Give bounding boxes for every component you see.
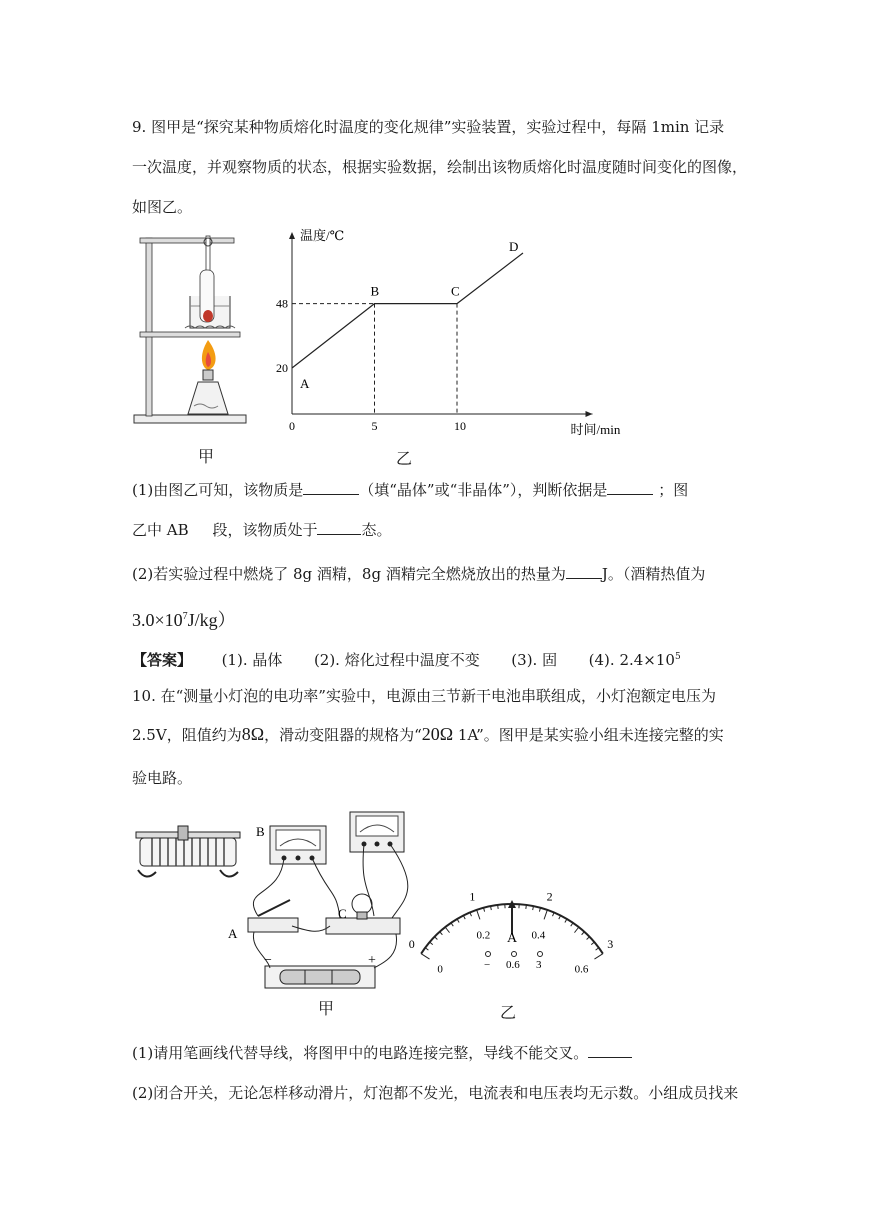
dial-tick bbox=[421, 954, 429, 959]
melting-temperature-chart bbox=[270, 222, 621, 442]
dial-tick bbox=[445, 927, 449, 933]
switch bbox=[248, 900, 298, 932]
point-label-a: A bbox=[300, 376, 310, 391]
dial-tick bbox=[451, 923, 453, 926]
upper-scale-label: 0 bbox=[408, 937, 415, 952]
dial-tick bbox=[544, 910, 547, 919]
q9-stem-line3: 如图乙。 bbox=[132, 198, 193, 216]
answer-4-exponent: 5 bbox=[674, 652, 681, 662]
label-c: C bbox=[338, 906, 347, 921]
q10-part2: (2)闭合开关，无论怎样移动滑片，灯泡都不发光，电流表和电压表均无示数。小组成员找来 bbox=[132, 1084, 739, 1102]
q10-text-b: ，滑动变阻器的规格为“ bbox=[264, 726, 422, 744]
terminal-post bbox=[486, 952, 491, 957]
dial-tick bbox=[498, 905, 499, 909]
melting-apparatus-figure bbox=[130, 228, 250, 428]
dial-tick bbox=[594, 954, 602, 959]
point-label-b: B bbox=[370, 283, 380, 299]
q9-part2-text-b: J。（酒精热值为 bbox=[601, 565, 706, 583]
q9-answer-row bbox=[132, 649, 681, 670]
q10-text-a: 2.5V，阻值约为 bbox=[132, 726, 242, 744]
upper-scale-label: 3 bbox=[607, 937, 614, 952]
x-axis-label: 时间/min bbox=[570, 422, 621, 437]
q9-part1-text-a: (1)由图乙可知，该物质是 bbox=[132, 481, 304, 499]
label-minus: − bbox=[264, 953, 272, 968]
x-axis-arrow bbox=[586, 411, 593, 417]
q10-blank-1[interactable] bbox=[588, 1043, 632, 1058]
dial-unit: A bbox=[507, 931, 518, 946]
ammeter-dial bbox=[408, 862, 618, 976]
answer-4: (4). 2.4×10 bbox=[588, 651, 675, 669]
q9-part1-text-d: 乙中 AB bbox=[132, 521, 189, 539]
q9-heat-value bbox=[132, 606, 236, 632]
label-b: B bbox=[256, 824, 265, 839]
q10-part1 bbox=[132, 1042, 632, 1063]
battery-box bbox=[265, 966, 375, 988]
terminal-post bbox=[512, 952, 517, 957]
terminal-post bbox=[538, 952, 543, 957]
x-tick-label: 10 bbox=[454, 419, 466, 433]
lower-scale-label: 0.4 bbox=[531, 929, 546, 942]
dial-tick bbox=[587, 937, 590, 940]
dial-tick bbox=[477, 910, 480, 919]
q9-blank-4[interactable] bbox=[566, 564, 602, 579]
dial-tick bbox=[425, 948, 428, 950]
y-tick-label: 48 bbox=[276, 296, 288, 311]
answer-2: (2). 熔化过程中温度不变 bbox=[313, 651, 480, 669]
q9-part1-text-f: 态。 bbox=[361, 521, 392, 539]
terminal-label: 3 bbox=[536, 959, 542, 971]
q9-part1-text-e: 段，该物质处于 bbox=[212, 521, 318, 539]
lower-scale-label: 0.6 bbox=[574, 963, 589, 976]
q10-fig-jia-caption: 甲 bbox=[318, 999, 335, 1018]
upper-scale-label: 2 bbox=[546, 889, 553, 904]
q9-part2-text-a: (2)若实验过程中燃烧了 8g 酒精，8g 酒精完全燃烧放出的热量为 bbox=[132, 565, 566, 583]
answer-1: (1). 晶体 bbox=[221, 651, 283, 669]
q9-part1-text-c: ；图 bbox=[658, 481, 689, 499]
q10-line3: 验电路。 bbox=[132, 769, 193, 787]
lower-scale-label: 0.2 bbox=[476, 929, 491, 942]
q10-part1-text: (1)请用笔画线代替导线，将图甲中的电路连接完整，导线不能交叉。 bbox=[132, 1044, 589, 1062]
voltmeter-device bbox=[350, 812, 404, 852]
q9-fig-jia-caption: 甲 bbox=[198, 447, 215, 466]
circuit-figure bbox=[130, 808, 420, 998]
dial-tick bbox=[440, 932, 443, 935]
dial-tick bbox=[526, 905, 527, 909]
q10-resistance: 8Ω bbox=[241, 724, 265, 744]
point-label-d: D bbox=[509, 239, 519, 254]
q10-line1: 10. 在“测量小灯泡的电功率”实验中，电源由三节新干电池串联组成，小灯泡额定电压为 bbox=[132, 687, 716, 705]
upper-scale-label: 1 bbox=[469, 889, 476, 904]
label-a: A bbox=[228, 926, 238, 941]
dial-tick bbox=[591, 942, 594, 945]
q9-blank-2[interactable] bbox=[607, 480, 653, 495]
q10-fig-yi-caption: 乙 bbox=[500, 1003, 517, 1022]
dial-tick bbox=[435, 937, 438, 940]
terminal-label: 0.6 bbox=[506, 959, 520, 971]
q9-fig-yi-caption: 乙 bbox=[396, 449, 413, 468]
q9-part1-line1 bbox=[132, 479, 688, 500]
q9-part1-line2 bbox=[132, 519, 392, 540]
dial-tick bbox=[574, 927, 578, 933]
answer-label: 【答案】 bbox=[132, 651, 193, 669]
q9-blank-3[interactable] bbox=[317, 520, 361, 535]
point-label-c: C bbox=[451, 283, 460, 299]
y-axis-arrow bbox=[289, 232, 295, 239]
x-tick-label: 0 bbox=[289, 419, 295, 433]
dial-tick bbox=[596, 948, 599, 950]
ammeter-device bbox=[270, 826, 326, 864]
x-tick-label: 5 bbox=[371, 419, 378, 433]
lower-scale-label: 0 bbox=[437, 963, 443, 976]
dial-tick bbox=[430, 942, 433, 945]
heat-value-unit: J/kg） bbox=[187, 610, 236, 630]
terminal-label: − bbox=[484, 959, 491, 971]
q10-line2 bbox=[132, 724, 724, 745]
heat-value-exponent: 7 bbox=[182, 611, 188, 622]
label-plus: + bbox=[368, 953, 376, 968]
q9-stem-line2: 一次温度，并观察物质的状态，根据实验数据，绘制出该物质熔化时温度随时间变化的图像， bbox=[132, 158, 748, 176]
dial-tick bbox=[582, 932, 585, 935]
y-axis-label: 温度/℃ bbox=[300, 228, 345, 243]
q9-part1-text-b: （填“晶体”或“非晶体”），判断依据是 bbox=[359, 481, 608, 499]
q9-part2-line1 bbox=[132, 563, 705, 584]
heat-value-base: 3.0×10 bbox=[132, 610, 183, 630]
rheostat bbox=[136, 826, 240, 877]
q9-stem-line1: 9. 图甲是“探究某种物质熔化时温度的变化规律”实验装置，实验过程中，每隔 1min 记录 bbox=[132, 118, 725, 136]
q10-text-c: 1A”。图甲是某实验小组未连接完整的实 bbox=[453, 726, 724, 744]
q9-blank-1[interactable] bbox=[303, 480, 359, 495]
y-tick-label: 20 bbox=[276, 361, 288, 375]
temperature-series-line bbox=[292, 253, 523, 368]
answer-3: (3). 固 bbox=[511, 651, 558, 669]
dial-tick bbox=[571, 923, 573, 926]
q10-rheostat-spec: 20Ω bbox=[421, 724, 454, 744]
